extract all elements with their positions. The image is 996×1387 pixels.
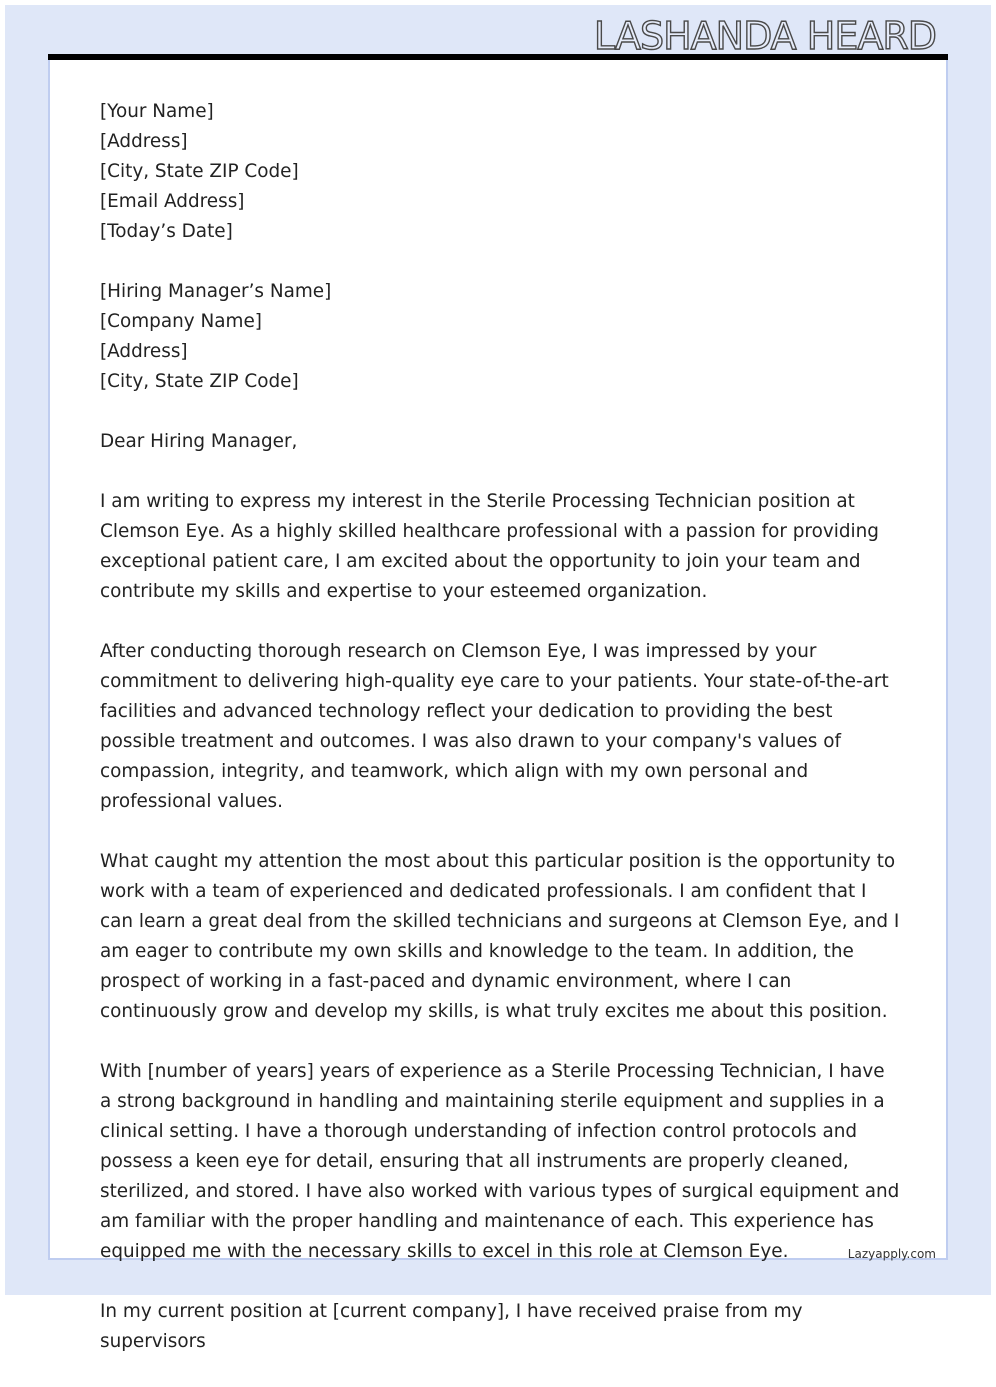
- recipient-company: [Company Name]: [100, 311, 262, 332]
- sender-name: [Your Name]: [100, 101, 214, 122]
- sender-email: [Email Address]: [100, 191, 245, 212]
- recipient-block: [100, 277, 900, 397]
- sender-block: [100, 97, 900, 247]
- recipient-manager: [Hiring Manager’s Name]: [100, 281, 332, 302]
- paragraph-experience: With [number of years] years of experience as a Sterile Processing Technician, I have a strong background in handling and maintaining sterile equipment and supplies in a clinical setting. I have a thorough understanding of infection control protocols and possess a keen eye for detail, ensuring that all instruments are properly cleaned, sterilized, and stored. I have also worked with various types of surgical equipment and am familiar with the proper handling and maintenance of each. This experience has equipped me with the necessary skills to excel in this role at Clemson Eye.: [100, 1061, 900, 1262]
- sender-address: [Address]: [100, 131, 188, 152]
- paragraph-current-position: In my current position at [current company], I have received praise from my supervisors: [100, 1301, 803, 1352]
- paragraph-attention: What caught my attention the most about this particular position is the opportunity to work with a team of experienced and dedicated professionals. I am confident that I can learn a great deal from the skilled technicians and surgeons at Clemson Eye, and I am eager to contribute my own skills and knowledge to the team. In addition, the prospect of working in a fast-paced and dynamic environment, where I can continuously grow and develop my skills, is what truly excites me about this position.: [100, 851, 900, 1022]
- applicant-name-title: LASHANDA HEARD: [593, 14, 936, 58]
- watermark-text: Lazyapply.com: [847, 1247, 936, 1261]
- recipient-address: [Address]: [100, 341, 188, 362]
- salutation: Dear Hiring Manager,: [100, 431, 298, 452]
- letter-date: [Today’s Date]: [100, 221, 233, 242]
- recipient-city-state-zip: [City, State ZIP Code]: [100, 371, 299, 392]
- paragraph-research: After conducting thorough research on Clemson Eye, I was impressed by your commitment to delivering high-quality eye care to your patients. Your state-of-the-art facilities and advanced technology reflect your dedication to providing the best possible treatment and outcomes. I was also drawn to your company's values of compassion, integrity, and teamwork, which align with my own personal and professional values.: [100, 641, 889, 812]
- sender-city-state-zip: [City, State ZIP Code]: [100, 161, 299, 182]
- paragraph-interest: I am writing to express my interest in the Sterile Processing Technician position at Clemson Eye. As a highly skilled healthcare professional with a passion for providing exceptional patient care, I am excited about the opportunity to join your team and contribute my skills and expertise to your esteemed organization.: [100, 491, 879, 602]
- cover-letter-body: [100, 97, 900, 1387]
